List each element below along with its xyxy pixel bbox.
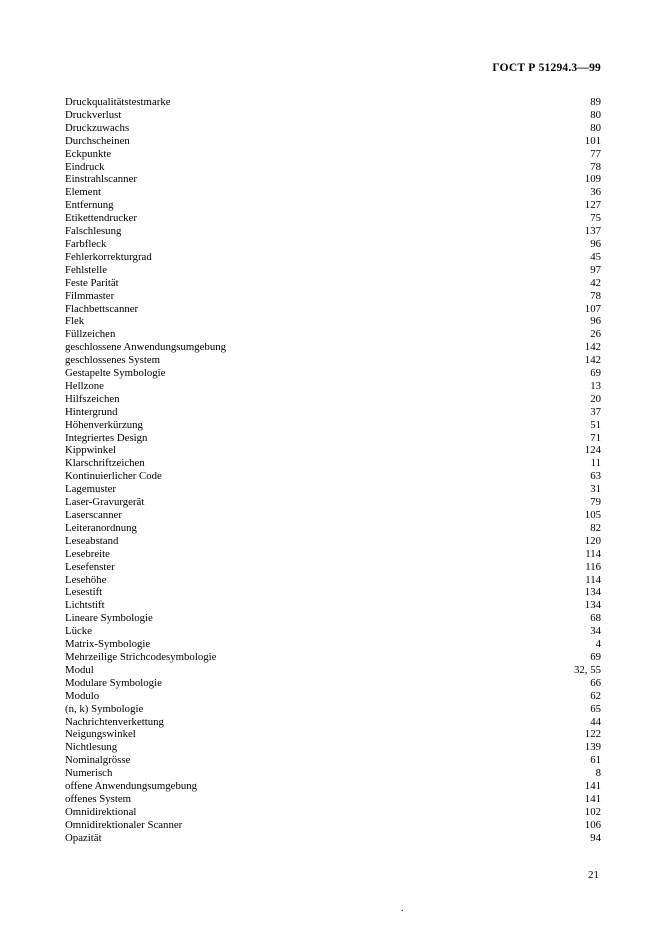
index-term: Numerisch: [65, 767, 113, 780]
index-page-number: 142: [584, 341, 601, 354]
index-entry: [65, 535, 601, 548]
index-entry: [65, 664, 601, 677]
index-term: Nichtlesung: [65, 741, 118, 754]
index-term: Nominalgrösse: [65, 754, 131, 767]
index-page-number: 114: [585, 547, 601, 560]
document-code-header: ГОСТ Р 51294.3—99: [492, 62, 601, 74]
index-entry: [65, 367, 601, 380]
index-term: Kontinuierlicher Code: [65, 470, 162, 483]
index-entry: [65, 264, 601, 277]
index-page-number: 127: [584, 199, 601, 212]
index-page-number: 26: [590, 328, 601, 341]
index-term: Füllzeichen: [65, 328, 116, 341]
index-entry: [65, 432, 601, 445]
index-term: Laserscanner: [65, 509, 122, 521]
index-entry: [65, 225, 601, 238]
index-term: geschlossene Anwendungsumgebung: [65, 341, 227, 354]
index-term: Gestapelte Symbologie: [65, 367, 166, 380]
index-term: Feste Parität: [65, 276, 119, 289]
index-entry: [65, 109, 601, 122]
index-page-number: 36: [590, 186, 601, 199]
index-page-number: 69: [590, 367, 601, 380]
index-entry: [65, 290, 601, 303]
index-entry: [65, 393, 601, 406]
index-page-number: 11: [590, 457, 601, 470]
index-entry: [65, 832, 601, 845]
index-entry: [65, 406, 601, 419]
index-page-number: 42: [590, 276, 601, 289]
index-page-number: 120: [584, 534, 601, 547]
index-page-number: 122: [584, 728, 601, 741]
index-term: (n, k) Symbologie: [65, 702, 144, 715]
index-entry: [65, 651, 601, 664]
index-term: Element: [65, 186, 101, 199]
index-term: Falschlesung: [65, 225, 122, 238]
index-term: Fehlstelle: [65, 263, 107, 276]
index-page-number: 106: [584, 818, 601, 831]
index-entry: [65, 677, 601, 690]
index-page-number: 8: [595, 767, 601, 780]
index-term: Entfernung: [65, 199, 114, 212]
index-entry: [65, 483, 601, 496]
index-term: Lesefenster: [65, 560, 115, 573]
index-term: Filmmaster: [65, 289, 115, 302]
index-list: [65, 96, 601, 845]
index-term: Matrix-Symbologie: [65, 638, 151, 651]
index-entry: [65, 148, 601, 161]
index-entry: [65, 199, 601, 212]
index-term: Druckverlust: [65, 108, 122, 121]
index-entry: [65, 741, 601, 754]
index-term: Klarschriftzeichen: [65, 457, 145, 470]
index-page-number: 78: [590, 289, 601, 302]
index-term: Lagemuster: [65, 483, 116, 496]
index-page-number: 101: [584, 134, 601, 147]
index-term: Lesebreite: [65, 547, 110, 560]
index-term: Einstrahlscanner: [65, 173, 137, 186]
index-entry: [65, 328, 601, 341]
index-term: Omnidirektionaler Scanner: [65, 818, 183, 831]
index-entry: [65, 638, 601, 651]
index-term: Eckpunkte: [65, 147, 112, 160]
index-entry: [65, 457, 601, 470]
index-term: Mehrzeilige Strichcodesymbologie: [65, 650, 217, 663]
index-entry: [65, 341, 601, 354]
index-term: Laser-Gravurgerät: [65, 496, 145, 509]
index-term: Eindruck: [65, 160, 105, 173]
index-page-number: 109: [584, 173, 601, 186]
index-term: Leiteranordnung: [65, 521, 137, 534]
index-page-number: 61: [590, 754, 601, 767]
index-term: Fehlerkorrekturgrad: [65, 250, 152, 263]
index-page-number: 89: [590, 96, 601, 108]
index-term: Modulo: [65, 689, 100, 702]
index-entry: [65, 354, 601, 367]
index-page-number: 37: [590, 405, 601, 418]
index-term: Druckqualitätstestmarke: [65, 96, 171, 108]
index-entry: [65, 96, 601, 109]
index-term: Neigungswinkel: [65, 728, 136, 741]
index-page-number: 68: [590, 612, 601, 625]
index-term: Lesehöhe: [65, 573, 107, 586]
index-entry: [65, 612, 601, 625]
index-term: Integriertes Design: [65, 431, 148, 444]
index-entry: [65, 419, 601, 432]
index-page-number: 139: [584, 741, 601, 754]
index-page-number: 142: [584, 354, 601, 367]
index-page-number: 78: [590, 160, 601, 173]
index-entry: [65, 561, 601, 574]
index-term: Hellzone: [65, 379, 104, 392]
index-term: Leseabstand: [65, 534, 119, 547]
index-page-number: 102: [584, 805, 601, 818]
index-page-number: 94: [590, 831, 601, 844]
index-page-number: 96: [590, 315, 601, 328]
index-entry: [65, 819, 601, 832]
index-entry: [65, 574, 601, 587]
index-page-number: 71: [590, 431, 601, 444]
index-entry: [65, 703, 601, 716]
index-page-number: 134: [584, 586, 601, 599]
index-entry: [65, 625, 601, 638]
index-entry: [65, 238, 601, 251]
index-page-number: 69: [590, 650, 601, 663]
index-entry: [65, 780, 601, 793]
index-term: Modulare Symbologie: [65, 676, 162, 689]
index-entry: [65, 315, 601, 328]
index-page-number: 4: [595, 638, 601, 651]
index-entry: [65, 793, 601, 806]
index-term: Höhenverkürzung: [65, 418, 143, 431]
stray-mark: .: [401, 903, 404, 914]
index-term: Hintergrund: [65, 405, 118, 418]
index-term: Etikettendrucker: [65, 212, 137, 225]
index-page-number: 77: [590, 147, 601, 160]
index-entry: [65, 380, 601, 393]
index-page-number: 79: [590, 496, 601, 509]
index-term: Lineare Symbologie: [65, 612, 153, 625]
index-page-number: 32, 55: [574, 663, 601, 676]
index-term: geschlossenes System: [65, 354, 161, 367]
index-term: Lesestift: [65, 586, 103, 599]
index-page-number: 44: [590, 715, 601, 728]
footer-page-number: 21: [588, 869, 599, 881]
index-page-number: 124: [584, 444, 601, 457]
index-term: Opazität: [65, 831, 102, 844]
index-entry: [65, 690, 601, 703]
index-page-number: 65: [590, 702, 601, 715]
index-page-number: 116: [585, 560, 601, 573]
index-entry: [65, 599, 601, 612]
index-entry: [65, 548, 601, 561]
index-term: Nachrichtenverkettung: [65, 715, 164, 728]
index-page-number: 80: [590, 108, 601, 121]
index-entry: [65, 251, 601, 264]
index-page-number: 80: [590, 121, 601, 134]
index-page-number: 34: [590, 625, 601, 638]
index-entry: [65, 716, 601, 729]
index-entry: [65, 444, 601, 457]
index-entry: [65, 186, 601, 199]
index-page-number: 107: [584, 302, 601, 315]
index-page-number: 141: [584, 780, 601, 793]
index-page-number: 137: [584, 225, 601, 238]
index-term: Hilfszeichen: [65, 392, 120, 405]
index-entry: [65, 303, 601, 316]
index-entry: [65, 470, 601, 483]
index-term: Modul: [65, 663, 94, 676]
index-page-number: 75: [590, 212, 601, 225]
index-entry: [65, 754, 601, 767]
index-entry: [65, 161, 601, 174]
index-entry: [65, 522, 601, 535]
index-entry: [65, 173, 601, 186]
index-entry: [65, 767, 601, 780]
index-page-number: 13: [590, 379, 601, 392]
index-page-number: 97: [590, 263, 601, 276]
index-entry: [65, 212, 601, 225]
index-page-number: 31: [590, 483, 601, 496]
index-term: Kippwinkel: [65, 444, 116, 457]
index-page-number: 134: [584, 599, 601, 612]
index-page-number: 66: [590, 676, 601, 689]
index-page-number: 105: [584, 509, 601, 521]
index-page-number: 63: [590, 470, 601, 483]
index-term: Lücke: [65, 625, 92, 638]
index-term: Omnidirektional: [65, 805, 137, 818]
index-entry: [65, 509, 601, 522]
index-entry: [65, 135, 601, 148]
index-term: Flachbettscanner: [65, 302, 139, 315]
index-term: Flek: [65, 315, 85, 328]
index-page-number: 45: [590, 250, 601, 263]
index-entry: [65, 728, 601, 741]
index-page-number: 20: [590, 392, 601, 405]
index-entry: [65, 496, 601, 509]
index-entry: [65, 806, 601, 819]
index-page-number: 82: [590, 521, 601, 534]
index-term: Durchscheinen: [65, 134, 130, 147]
index-entry: [65, 586, 601, 599]
index-term: Druckzuwachs: [65, 121, 130, 134]
index-page-number: 51: [590, 418, 601, 431]
index-term: Lichtstift: [65, 599, 105, 612]
index-page-number: 96: [590, 237, 601, 250]
index-page-number: 141: [584, 792, 601, 805]
index-entry: [65, 122, 601, 135]
index-term: Farbfleck: [65, 237, 107, 250]
index-term: offene Anwendungsumgebung: [65, 780, 198, 793]
index-entry: [65, 277, 601, 290]
index-page-number: 62: [590, 689, 601, 702]
index-page-number: 114: [585, 573, 601, 586]
index-term: offenes System: [65, 792, 132, 805]
